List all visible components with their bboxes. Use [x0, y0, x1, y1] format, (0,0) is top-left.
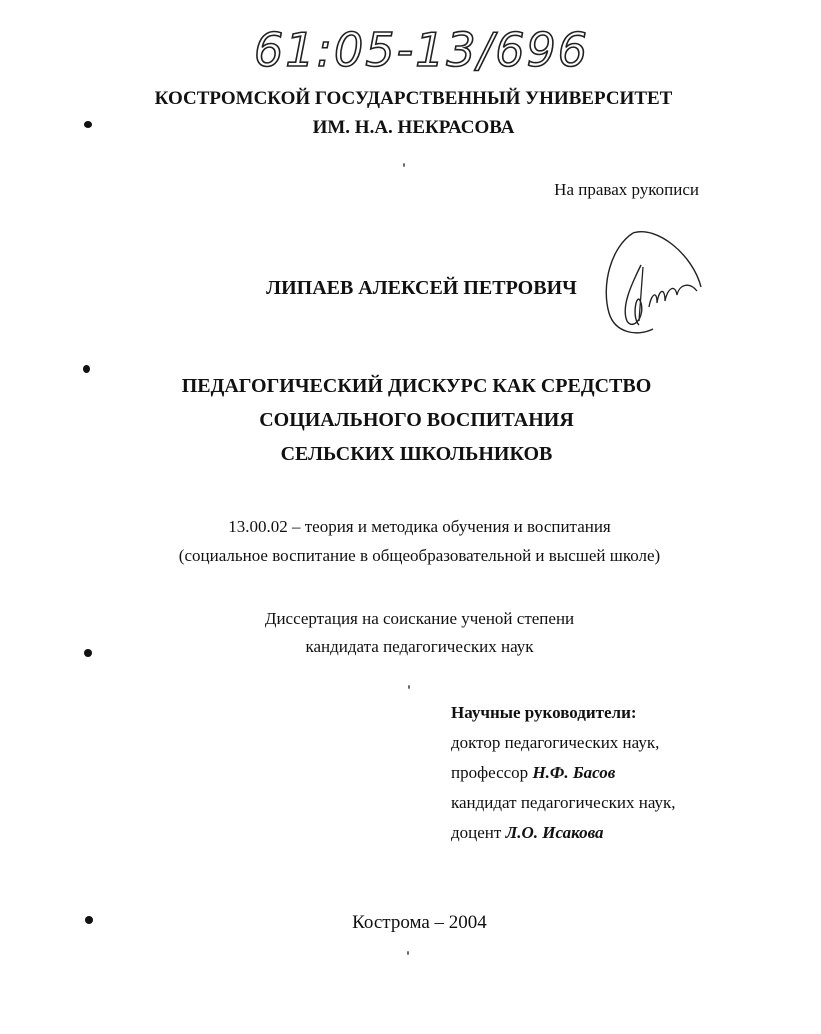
degree-statement: Диссертация на соискание ученой степени — [264, 609, 575, 628]
thesis-title-line-1: ПЕДАГОГИЧЕСКИЙ ДИСКУРС КАК СРЕДСТВО — [181, 375, 652, 397]
author-name: ЛИПАЕВ АЛЕКСЕЙ ПЕТРОВИЧ — [266, 277, 577, 299]
scan-speck — [408, 685, 410, 689]
specialty-code: 13.00.02 – теория и методика обучения и воспитания — [228, 517, 611, 536]
advisor-2-title: доцент — [451, 823, 502, 842]
scientific-advisors — [451, 698, 676, 848]
degree-name: кандидата педагогических наук — [305, 637, 534, 656]
binding-hole-mark — [84, 649, 92, 657]
advisor-2 — [451, 818, 676, 848]
manuscript-rights-note: На правах рукописи — [554, 180, 699, 199]
advisor-1-degree: доктор педагогических наук, — [451, 733, 660, 752]
university-honorific: ИМ. Н.А. НЕКРАСОВА — [312, 117, 515, 138]
advisor-1-name: Н.Ф. Басов — [532, 763, 616, 782]
specialty-detail: (социальное воспитание в общеобразовательной и высшей школе) — [178, 546, 661, 565]
binding-hole-mark — [83, 365, 90, 373]
advisor-2-name: Л.О. Исакова — [505, 823, 604, 842]
binding-hole-mark — [84, 121, 92, 128]
scan-speck — [403, 163, 405, 167]
archive-code-text: 61:05-13/696 — [254, 23, 589, 77]
advisor-1 — [451, 758, 676, 788]
city-year: Кострома – 2004 — [352, 912, 487, 933]
binding-hole-mark — [85, 916, 93, 924]
thesis-title-line-3: СЕЛЬСКИХ ШКОЛЬНИКОВ — [280, 443, 553, 465]
advisor-1-title: профессор — [451, 763, 529, 782]
advisors-heading: Научные руководители: — [451, 703, 637, 722]
advisor-2-degree: кандидат педагогических наук, — [451, 793, 676, 812]
scan-speck — [407, 951, 409, 955]
author-signature — [597, 225, 707, 340]
university-name: КОСТРОМСКОЙ ГОСУДАРСТВЕННЫЙ УНИВЕРСИТЕТ — [154, 88, 673, 109]
handwritten-archive-code — [250, 14, 589, 84]
thesis-title-line-2: СОЦИАЛЬНОГО ВОСПИТАНИЯ — [259, 409, 574, 431]
